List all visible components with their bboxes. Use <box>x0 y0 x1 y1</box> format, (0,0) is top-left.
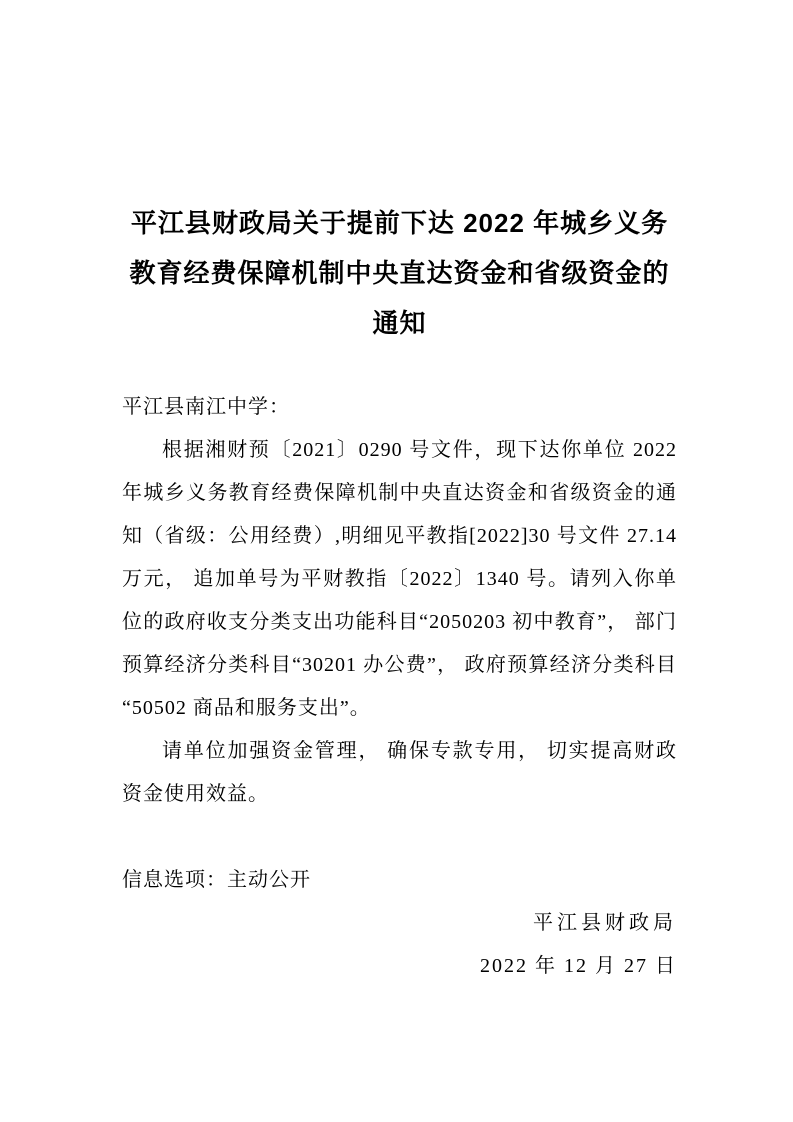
addressee-line: 平江县南江中学： <box>122 396 290 418</box>
body-paragraph-2: 请单位加强资金管理， 确保专款专用， 切实提高财政资金使用效益。 <box>122 740 677 805</box>
body-paragraph-1: 根据湘财预〔2021〕0290 号文件，现下达你单位 2022 年城乡义务教育经费保障机制中央直达资金和省级资金的通知（省级：公用经费）,明细见平教指[2022]30 号文件 27.14 万元， 追加单号为平财教指〔2022〕1340 号。请列入你单位的政府收支分类支出功能科目“2050203 初中教育”， 部门预算经济分类科目“30201 办公费”， 政府预算经济分类科目“50502 商品和服务支出”。 <box>122 439 677 719</box>
info-option-line: 信息选项：主动公开 <box>122 869 311 891</box>
document-title: 平江县财政局关于提前下达 2022 年城乡义务教育经费保障机制中央直达资金和省级资金的通知 <box>129 208 670 338</box>
signature-date: 2022 年 12 月 27 日 <box>480 955 677 977</box>
signature-organization: 平江县财政局 <box>533 912 677 934</box>
